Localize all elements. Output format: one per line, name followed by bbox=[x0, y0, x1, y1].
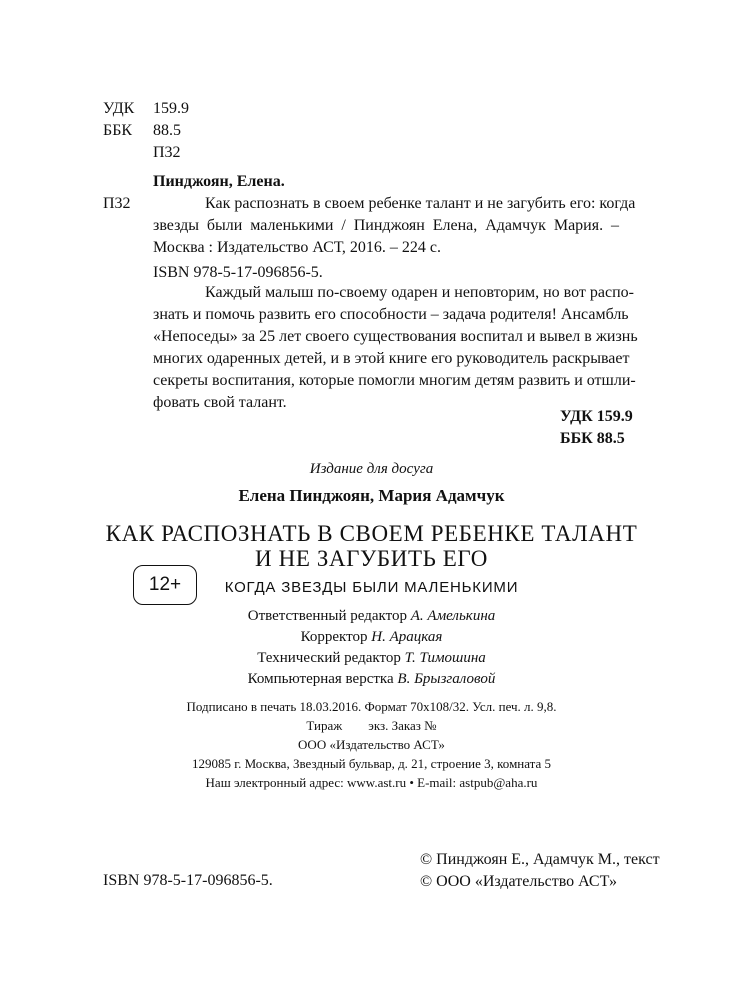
staff-list bbox=[0, 606, 743, 690]
udk-label: УДК bbox=[103, 100, 135, 117]
annotation-line: фовать свой талант. bbox=[153, 394, 287, 411]
annotation-line: «Непоседы» за 25 лет своего существования воспитал и вывел в жизнь bbox=[153, 328, 638, 345]
print-line: ООО «Издательство АСТ» bbox=[298, 737, 445, 752]
copyright-authors: © Пинджоян Е., Адамчук М., текст bbox=[420, 851, 660, 868]
staff-role: Ответственный редактор bbox=[247, 608, 407, 624]
book-title-line2: И НЕ ЗАГУБИТЬ ЕГО bbox=[255, 546, 488, 571]
description-line: звезды были маленькими / Пинджоян Елена, Адамчук Мария. – bbox=[153, 217, 619, 234]
annotation-line: знать и помочь развить его способности – задача родителя! Ансамбль bbox=[153, 306, 629, 323]
print-line: Тираж экз. Заказ № bbox=[306, 718, 437, 733]
staff-row bbox=[0, 648, 743, 669]
book-subtitle: КОГДА ЗВЕЗДЫ БЫЛИ МАЛЕНЬКИМИ bbox=[224, 579, 519, 596]
copyright-publisher: © ООО «Издательство АСТ» bbox=[420, 873, 617, 890]
bbk-bottom: ББК 88.5 bbox=[560, 430, 625, 447]
print-line: Наш электронный адрес: www.ast.ru • E-mail: astpub@aha.ru bbox=[205, 775, 538, 790]
author-heading: Пинджоян, Елена. bbox=[153, 173, 285, 190]
staff-row bbox=[0, 669, 743, 690]
staff-name: А. Амелькина bbox=[410, 608, 496, 624]
author-mark-left: П32 bbox=[103, 195, 131, 212]
print-line: 129085 г. Москва, Звездный бульвар, д. 21, строение 3, комната 5 bbox=[191, 756, 552, 771]
book-title-line1: КАК РАСПОЗНАТЬ В СВОЕМ РЕБЕНКЕ ТАЛАНТ bbox=[105, 521, 638, 546]
bbk-value: 88.5 bbox=[153, 122, 181, 139]
book-authors: Елена Пинджоян, Мария Адамчук bbox=[238, 486, 505, 505]
udk-value: 159.9 bbox=[153, 100, 189, 117]
print-details bbox=[0, 697, 743, 792]
staff-name: В. Брызгаловой bbox=[397, 671, 496, 687]
print-line: Подписано в печать 18.03.2016. Формат 70x108/32. Усл. печ. л. 9,8. bbox=[186, 699, 557, 714]
annotation-line: Каждый малыш по-своему одарен и неповторим, но вот распо- bbox=[205, 284, 634, 301]
staff-row bbox=[0, 627, 743, 648]
age-rating-badge: 12+ bbox=[133, 565, 197, 605]
staff-name: Т. Тимошина bbox=[404, 650, 486, 666]
author-mark: П32 bbox=[153, 144, 181, 161]
staff-row bbox=[0, 606, 743, 627]
description-line: Москва : Издательство АСТ, 2016. – 224 с. bbox=[153, 239, 442, 256]
staff-role: Корректор bbox=[300, 629, 368, 645]
record-isbn: ISBN 978-5-17-096856-5. bbox=[153, 264, 323, 281]
annotation-line: многих одаренных детей, и в этой книге его руководитель раскрывает bbox=[153, 350, 630, 367]
description-line: Как распознать в своем ребенке талант и не загубить его: когда bbox=[205, 195, 636, 212]
udk-bottom: УДК 159.9 bbox=[560, 408, 633, 425]
staff-role: Компьютерная верстка bbox=[247, 671, 394, 687]
record-description bbox=[153, 193, 636, 259]
bbk-label: ББК bbox=[103, 122, 133, 139]
staff-role: Технический редактор bbox=[257, 650, 401, 666]
staff-name: Н. Арацкая bbox=[371, 629, 443, 645]
edition-type: Издание для досуга bbox=[309, 461, 434, 477]
annotation bbox=[153, 282, 638, 414]
annotation-line: секреты воспитания, которые помогли многим детям развить и отшли- bbox=[153, 372, 636, 389]
footer-isbn: ISBN 978-5-17-096856-5. bbox=[103, 872, 273, 889]
